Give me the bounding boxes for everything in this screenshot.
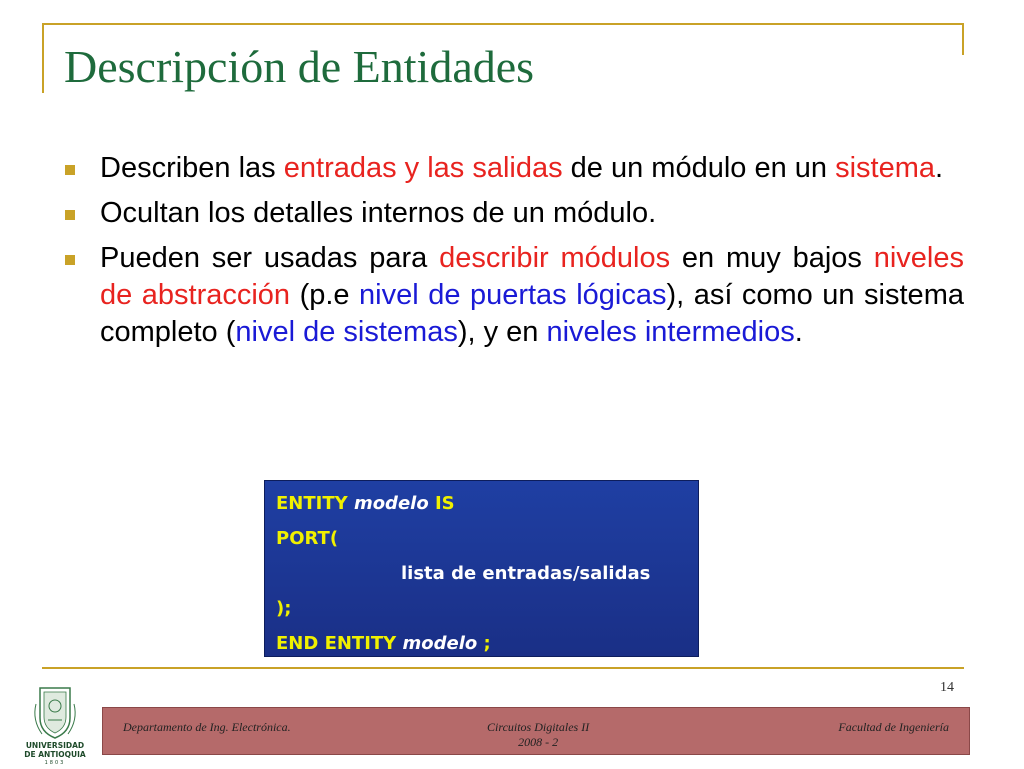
code-line: ); xyxy=(276,598,292,619)
square-bullet-icon xyxy=(65,255,75,265)
footer-department: Departamento de Ing. Electrónica. xyxy=(123,720,291,734)
bullet-list xyxy=(62,150,964,359)
vhdl-code-box xyxy=(264,480,699,657)
footer-faculty: Facultad de Ingeniería xyxy=(838,720,949,734)
bullet-text: Ocultan los detalles internos de un módulo. xyxy=(100,197,657,229)
code-line: END ENTITY modelo ; xyxy=(276,633,491,654)
footer-course-period: 2008 - 2 xyxy=(518,735,559,749)
footer-course-name: Circuitos Digitales II xyxy=(487,720,590,734)
university-logo xyxy=(10,684,100,764)
code-line: PORT( xyxy=(276,528,339,549)
bullet-text: Pueden ser usadas para describir módulos en muy bajos niveles de abstracción (p.e nivel de puertas lógicas), así como un sistema completo (nivel de sistemas), y en niveles intermedios. xyxy=(100,242,964,348)
logo-text: DE ANTIOQUIA xyxy=(24,750,86,759)
university-seal-icon xyxy=(10,684,100,764)
bullet-item xyxy=(62,195,964,232)
left-border-line xyxy=(42,23,44,93)
footer-course xyxy=(487,720,589,750)
top-border-line xyxy=(42,23,964,25)
bullet-text: Describen las entradas y las salidas de un módulo en un sistema. xyxy=(100,152,944,184)
square-bullet-icon xyxy=(65,165,75,175)
logo-text: UNIVERSIDAD xyxy=(25,741,85,750)
code-line: lista de entradas/salidas xyxy=(401,563,651,584)
footer-bar xyxy=(102,707,970,755)
right-border-line xyxy=(962,23,964,55)
page-number: 14 xyxy=(940,680,954,695)
code-line: ENTITY modelo IS xyxy=(276,493,455,514)
logo-year: 1803 xyxy=(44,760,66,764)
bullet-item xyxy=(62,240,964,351)
footer-divider xyxy=(42,667,964,669)
slide-title: Descripción de Entidades xyxy=(64,41,535,92)
square-bullet-icon xyxy=(65,210,75,220)
bullet-item xyxy=(62,150,964,187)
